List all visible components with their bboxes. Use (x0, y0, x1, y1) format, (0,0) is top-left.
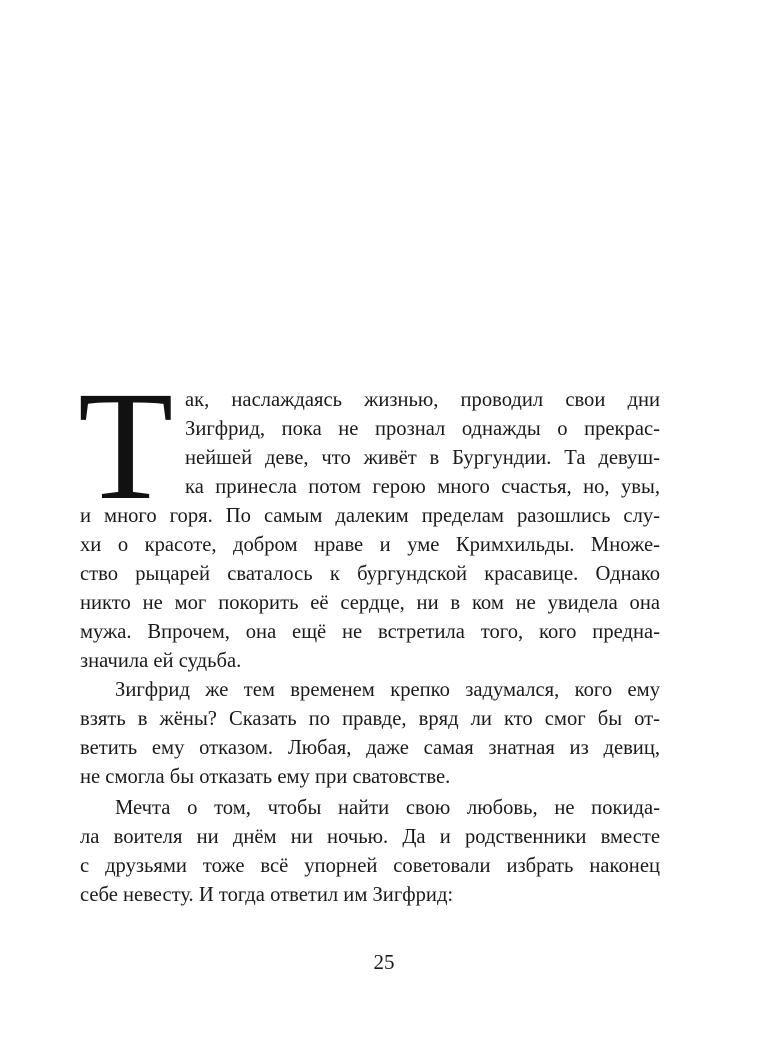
text-line: мужа. Впрочем, она ещё не встретила того, кого предна- (80, 621, 660, 643)
text-line: хи о красоте, добром нраве и уме Кримхильды. Множе- (80, 534, 660, 556)
text-line: Зигфрид, пока не прознал однажды о прекрас- (185, 418, 660, 440)
text-line: значила ей судьба. (80, 650, 242, 672)
text-line: и много горя. По самым далеким пределам разошлись слу- (80, 505, 660, 527)
text-line: с друзьями тоже всё упорней советовали избрать наконец (80, 855, 660, 877)
text-line: себе невесту. И тогда ответил им Зигфрид: (80, 884, 454, 906)
text-line: ак, наслаждаясь жизнью, проводил свои дни (185, 389, 660, 411)
text-line: взять в жёны? Сказать по правде, вряд ли кто смог бы от- (80, 708, 660, 730)
paragraph-first-line: Мечта о том, чтобы найти свою любовь, не покида- (115, 797, 660, 819)
text-line: ство рыцарей сваталось к бургундской красавице. Однако (80, 563, 660, 585)
text-line: ветить ему отказом. Любая, даже самая знатная из девиц, (80, 737, 660, 759)
drop-cap-letter: Т (78, 359, 174, 532)
page-number: 25 (373, 950, 395, 974)
paragraph-first-line: Зигфрид же тем временем крепко задумался, кого ему (115, 679, 660, 701)
text-line: не смогла бы отказать ему при сватовстве. (80, 766, 451, 788)
text-line: ла воителя ни днём ни ночью. Да и родственники вместе (80, 826, 660, 848)
text-line: никто не мог покорить её сердце, ни в ком не увидела она (80, 592, 660, 614)
text-line: ка принесла потом герою много счастья, но, увы, (185, 476, 660, 498)
text-line: нейшей деве, что живёт в Бургундии. Та девуш- (185, 447, 660, 469)
